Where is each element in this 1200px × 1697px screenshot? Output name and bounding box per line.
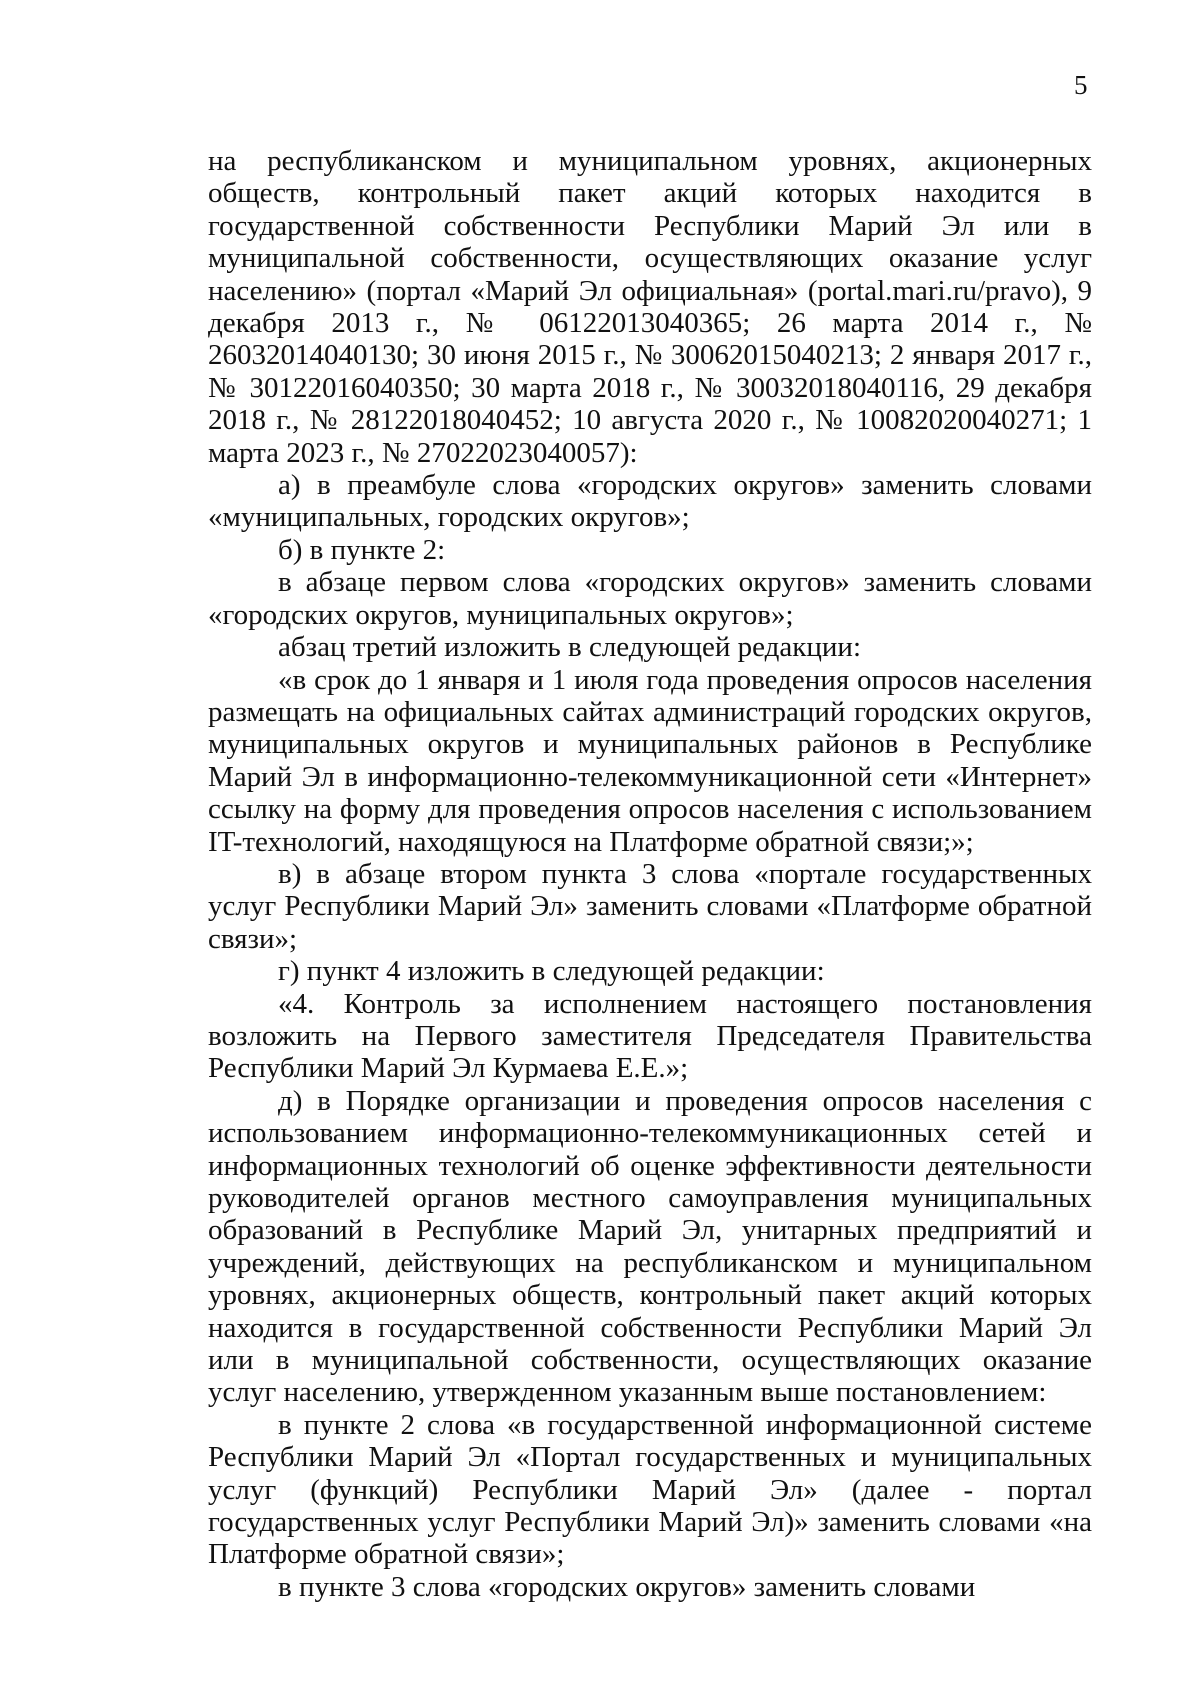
- paragraph-continuation: на республиканском и муниципальном уровнях, акционерных обществ, контрольный пакет акций которых находится в государственной собственности Республики Марий Эл или в муниципальной собственности, осуществляющих оказание услуг населению» (портал «Марий Эл официальная» (portal.mari.ru/pravo), 9 декабря 2013 г., № 06122013040365; 26 марта 2014 г., № 26032014040130; 30 июня 2015 г., № 30062015040213; 2 января 2017 г., № 30122016040350; 30 марта 2018 г., № 30032018040116, 29 декабря 2018 г., № 28122018040452; 10 августа 2020 г., № 10082020040271; 1 марта 2023 г., № 27022023040057):: [208, 145, 1092, 469]
- paragraph-quoted-text: «в срок до 1 января и 1 июля года проведения опросов населения размещать на официальных сайтах администраций городских округов, муниципальных округов и муниципальных районов в Республике Марий Эл в информационно-телекоммуникационной сети «Интернет» ссылку на форму для проведения опросов населения с использованием IT-технологий, находящуюся на Платформе обратной связи;»;: [208, 663, 1092, 858]
- paragraph-point-4-text: «4. Контроль за исполнением настоящего постановления возложить на Первого заместителя Председателя Правительства Республики Марий Эл Курмаева Е.Е.»;: [208, 987, 1092, 1085]
- paragraph-item-a: а) в преамбуле слова «городских округов» заменить словами «муниципальных, городских округов»;: [208, 469, 1092, 534]
- paragraph-item-g: г) пункт 4 изложить в следующей редакции:: [278, 955, 825, 988]
- paragraph-item-b: б) в пункте 2:: [278, 533, 446, 566]
- paragraph-item-v: в) в абзаце втором пункта 3 слова «портале государственных услуг Республики Марий Эл» заменить словами «Платформе обратной связи»;: [208, 857, 1092, 955]
- paragraph-point-3-change: в пункте 3 слова «городских округов» заменить словами: [278, 1570, 976, 1603]
- document-body: [208, 145, 1092, 1603]
- page-number: 5: [1074, 70, 1088, 100]
- paragraph-item-d: д) в Порядке организации и проведения опросов населения с использованием информационно-телекоммуникационных сетей и информационных технологий об оценке эффективности деятельности руководителей органов местного самоуправления муниципальных образований в Республике Марий Эл, унитарных предприятий и учреждений, действующих на республиканском и муниципальном уровнях, акционерных обществ, контрольный пакет акций которых находится в государственной собственности Республики Марий Эл или в муниципальной собственности, осуществляющих оказание услуг населению, утвержденном указанным выше постановлением:: [208, 1084, 1092, 1409]
- paragraph-item-b-first-abzac: в абзаце первом слова «городских округов» заменить словами «городских округов, муниципальных округов»;: [208, 566, 1092, 631]
- paragraph-point-2-change: в пункте 2 слова «в государственной информационной системе Республики Марий Эл «Портал государственных и муниципальных услуг (функций) Республики Марий Эл» (далее - портал государственных услуг Республики Марий Эл)» заменить словами «на Платформе обратной связи»;: [208, 1408, 1092, 1571]
- paragraph-item-b-third-abzac: абзац третий изложить в следующей редакции:: [278, 631, 862, 664]
